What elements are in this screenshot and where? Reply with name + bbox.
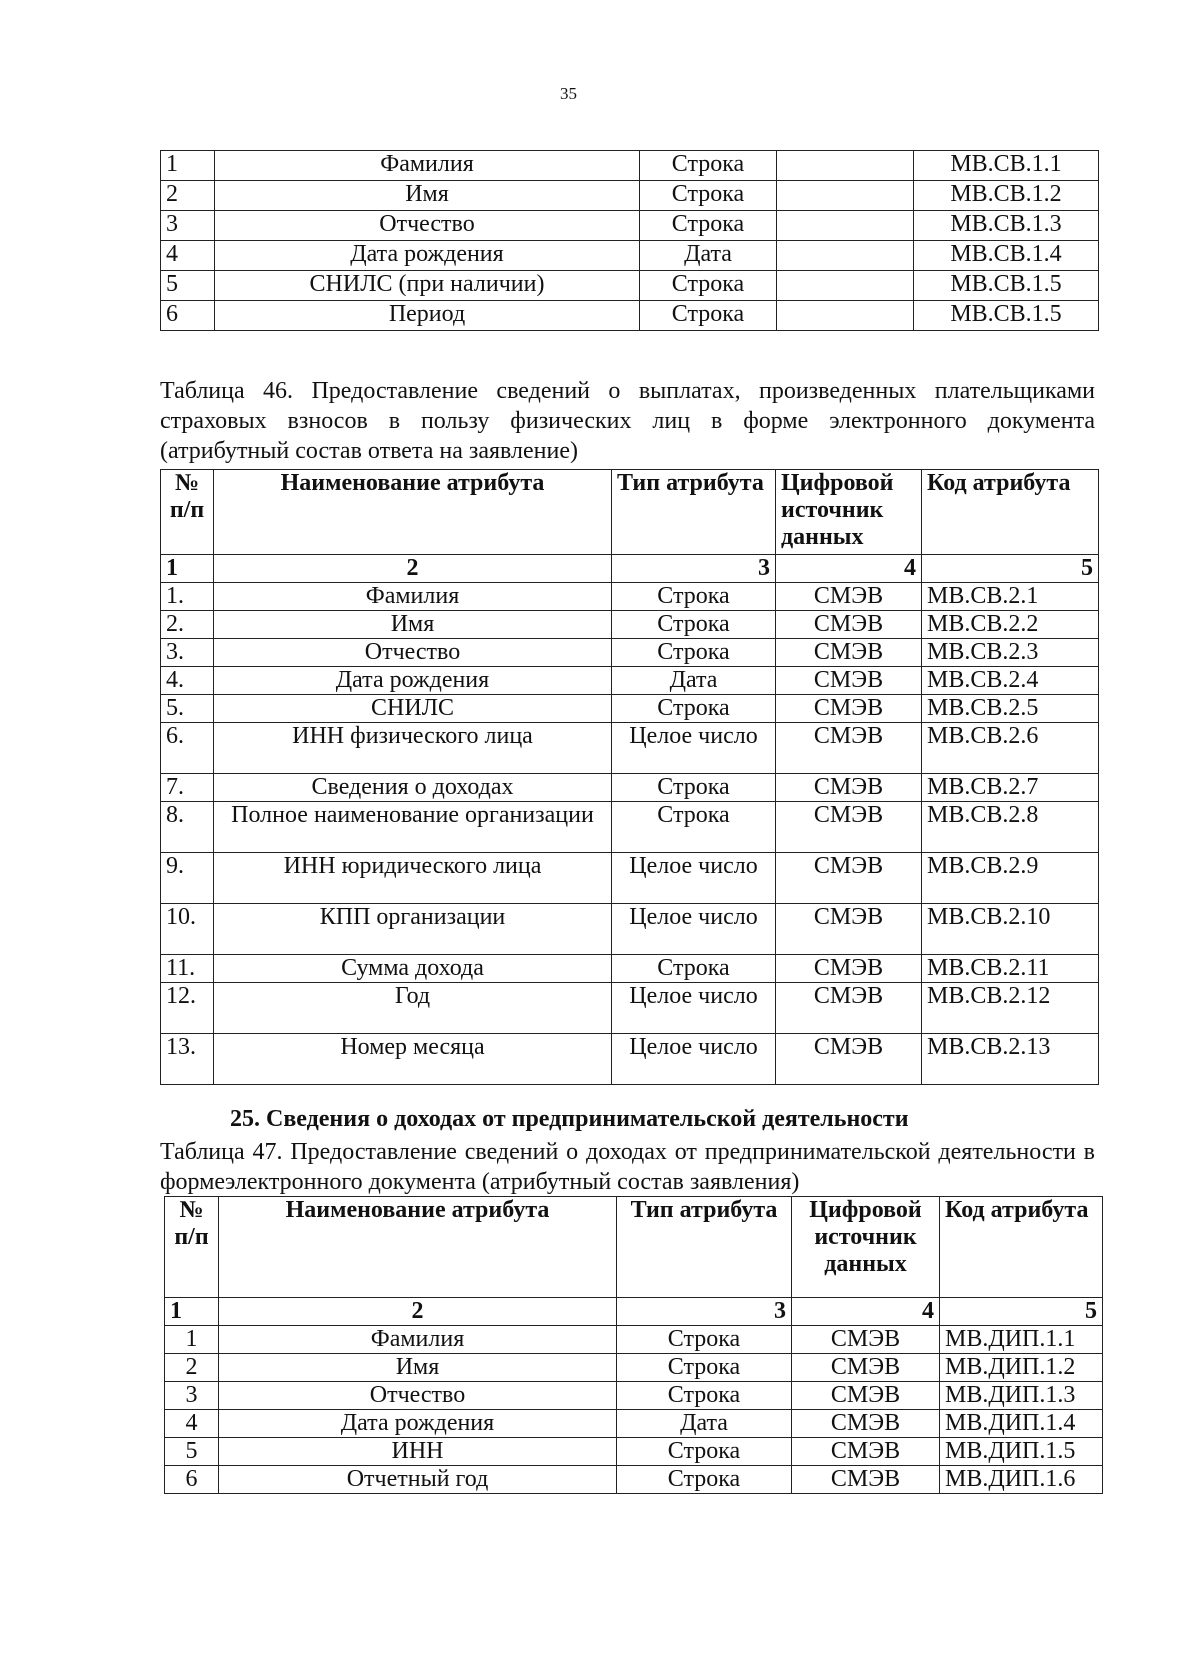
cell-code: МВ.СВ.2.7 <box>922 774 1099 802</box>
cell-n: 1. <box>161 583 214 611</box>
table-47-header-row <box>165 1197 1103 1298</box>
header-cell: Тип атрибута <box>612 470 776 555</box>
cell-name: ИНН юридического лица <box>214 853 612 904</box>
cell-n: 4 <box>161 241 215 271</box>
cell-code: МВ.СВ.2.12 <box>922 983 1099 1034</box>
cell-code: МВ.СВ.2.1 <box>922 583 1099 611</box>
cell-code: МВ.СВ.2.13 <box>922 1034 1099 1085</box>
cell-code: МВ.ДИП.1.3 <box>940 1382 1103 1410</box>
cell-name: Период <box>215 301 640 331</box>
column-number: 3 <box>617 1298 792 1326</box>
cell-name: СНИЛС (при наличии) <box>215 271 640 301</box>
column-number: 4 <box>776 555 922 583</box>
header-cell: Цифровой источник данных <box>792 1197 940 1298</box>
cell-n: 9. <box>161 853 214 904</box>
column-number: 1 <box>161 555 214 583</box>
cell-name: Номер месяца <box>214 1034 612 1085</box>
cell-source: СМЭВ <box>776 853 922 904</box>
table-row <box>161 639 1099 667</box>
cell-code: МВ.СВ.2.10 <box>922 904 1099 955</box>
cell-type: Строка <box>617 1382 792 1410</box>
cell-name: Отчество <box>214 639 612 667</box>
table-row <box>161 583 1099 611</box>
cell-source: СМЭВ <box>776 583 922 611</box>
cell-source: СМЭВ <box>776 1034 922 1085</box>
table-row <box>161 181 1099 211</box>
cell-source: СМЭВ <box>792 1410 940 1438</box>
continuation-table <box>160 150 1099 331</box>
table-row <box>165 1326 1103 1354</box>
cell-source <box>777 211 914 241</box>
cell-type: Строка <box>617 1438 792 1466</box>
header-cell: № п/п <box>161 470 214 555</box>
cell-n: 5 <box>165 1438 219 1466</box>
cell-code: МВ.ДИП.1.4 <box>940 1410 1103 1438</box>
cell-code: МВ.СВ.2.4 <box>922 667 1099 695</box>
cell-code: МВ.СВ.1.3 <box>914 211 1099 241</box>
table-46-column-numbers <box>161 555 1099 583</box>
cell-code: МВ.СВ.2.11 <box>922 955 1099 983</box>
cell-type: Строка <box>612 583 776 611</box>
cell-type: Строка <box>640 301 777 331</box>
cell-n: 2. <box>161 611 214 639</box>
cell-source: СМЭВ <box>776 611 922 639</box>
cell-code: МВ.СВ.1.4 <box>914 241 1099 271</box>
cell-type: Строка <box>617 1354 792 1382</box>
table-row <box>161 955 1099 983</box>
cell-n: 6 <box>165 1466 219 1494</box>
cell-source: СМЭВ <box>776 639 922 667</box>
cell-type: Целое число <box>612 723 776 774</box>
cell-name: Полное наименование организации <box>214 802 612 853</box>
cell-name: ИНН <box>219 1438 617 1466</box>
table-row <box>161 723 1099 774</box>
table-row <box>161 301 1099 331</box>
cell-n: 1 <box>161 151 215 181</box>
cell-n: 12. <box>161 983 214 1034</box>
cell-code: МВ.ДИП.1.1 <box>940 1326 1103 1354</box>
cell-code: МВ.СВ.1.5 <box>914 301 1099 331</box>
cell-n: 3 <box>161 211 215 241</box>
cell-name: Фамилия <box>214 583 612 611</box>
cell-n: 3. <box>161 639 214 667</box>
cell-n: 6 <box>161 301 215 331</box>
cell-type: Строка <box>612 695 776 723</box>
table-47-caption: Таблица 47. Предоставление сведений о доходах от предпринимательской деятельности в формеэлектронного документа (атрибутный состав заявления) <box>160 1139 1095 1195</box>
cell-type: Строка <box>640 151 777 181</box>
cell-name: Имя <box>214 611 612 639</box>
table-46 <box>160 469 1099 1085</box>
cell-name: Отчество <box>219 1382 617 1410</box>
cell-name: КПП организации <box>214 904 612 955</box>
table-row <box>165 1438 1103 1466</box>
cell-type: Строка <box>612 611 776 639</box>
column-number: 4 <box>792 1298 940 1326</box>
page-number: 35 <box>560 84 577 103</box>
cell-type: Строка <box>612 639 776 667</box>
column-number: 3 <box>612 555 776 583</box>
cell-name: Дата рождения <box>215 241 640 271</box>
cell-source: СМЭВ <box>776 667 922 695</box>
table-row <box>161 853 1099 904</box>
header-cell: Код атрибута <box>922 470 1099 555</box>
cell-source <box>777 151 914 181</box>
table-row <box>165 1410 1103 1438</box>
cell-n: 3 <box>165 1382 219 1410</box>
cell-source: СМЭВ <box>792 1354 940 1382</box>
cell-code: МВ.СВ.2.8 <box>922 802 1099 853</box>
cell-source: СМЭВ <box>776 774 922 802</box>
table-row <box>161 774 1099 802</box>
cell-source: СМЭВ <box>776 802 922 853</box>
table-row <box>161 695 1099 723</box>
cell-name: ИНН физического лица <box>214 723 612 774</box>
cell-n: 4. <box>161 667 214 695</box>
cell-type: Дата <box>640 241 777 271</box>
header-cell: Код атрибута <box>940 1197 1103 1298</box>
cell-name: Дата рождения <box>219 1410 617 1438</box>
cell-source: СМЭВ <box>776 723 922 774</box>
cell-type: Целое число <box>612 853 776 904</box>
cell-source <box>777 301 914 331</box>
header-cell: Цифровой источник данных <box>776 470 922 555</box>
cell-source: СМЭВ <box>776 955 922 983</box>
cell-code: МВ.СВ.2.9 <box>922 853 1099 904</box>
table-row <box>161 802 1099 853</box>
cell-code: МВ.СВ.2.3 <box>922 639 1099 667</box>
cell-source: СМЭВ <box>776 983 922 1034</box>
table-row <box>165 1354 1103 1382</box>
cell-name: Сведения о доходах <box>214 774 612 802</box>
cell-type: Строка <box>640 211 777 241</box>
cell-n: 7. <box>161 774 214 802</box>
cell-type: Строка <box>612 774 776 802</box>
table-row <box>161 1034 1099 1085</box>
cell-code: МВ.СВ.1.2 <box>914 181 1099 211</box>
header-cell: Наименование атрибута <box>219 1197 617 1298</box>
cell-n: 5. <box>161 695 214 723</box>
cell-source <box>777 181 914 211</box>
cell-name: СНИЛС <box>214 695 612 723</box>
cell-type: Строка <box>640 181 777 211</box>
table-46-caption: Таблица 46. Предоставление сведений о выплатах, произведенных плательщиками страховых взносов в пользу физических лиц в форме электронного документа (атрибутный состав ответа на заявление) <box>160 378 1095 464</box>
header-cell: Тип атрибута <box>617 1197 792 1298</box>
cell-code: МВ.СВ.2.5 <box>922 695 1099 723</box>
table-row <box>161 611 1099 639</box>
cell-n: 2 <box>165 1354 219 1382</box>
cell-type: Строка <box>617 1326 792 1354</box>
cell-name: Год <box>214 983 612 1034</box>
cell-n: 2 <box>161 181 215 211</box>
cell-type: Целое число <box>612 983 776 1034</box>
column-number: 5 <box>940 1298 1103 1326</box>
cell-name: Отчетный год <box>219 1466 617 1494</box>
table-row <box>161 667 1099 695</box>
cell-code: МВ.ДИП.1.5 <box>940 1438 1103 1466</box>
table-46-header-row <box>161 470 1099 555</box>
table-row <box>165 1382 1103 1410</box>
cell-n: 8. <box>161 802 214 853</box>
cell-type: Строка <box>617 1466 792 1494</box>
table-47 <box>164 1196 1103 1494</box>
cell-code: МВ.ДИП.1.6 <box>940 1466 1103 1494</box>
cell-code: МВ.СВ.2.6 <box>922 723 1099 774</box>
cell-n: 11. <box>161 955 214 983</box>
table-row <box>161 211 1099 241</box>
cell-name: Отчество <box>215 211 640 241</box>
cell-type: Строка <box>640 271 777 301</box>
cell-n: 4 <box>165 1410 219 1438</box>
header-cell: Наименование атрибута <box>214 470 612 555</box>
cell-code: МВ.ДИП.1.2 <box>940 1354 1103 1382</box>
cell-type: Дата <box>617 1410 792 1438</box>
section-25-heading: 25. Сведения о доходах от предпринимательской деятельности <box>230 1106 909 1132</box>
column-number: 5 <box>922 555 1099 583</box>
column-number: 2 <box>219 1298 617 1326</box>
cell-source: СМЭВ <box>792 1438 940 1466</box>
cell-n: 10. <box>161 904 214 955</box>
cell-source: СМЭВ <box>792 1382 940 1410</box>
table-row <box>165 1466 1103 1494</box>
cell-name: Дата рождения <box>214 667 612 695</box>
table-row <box>161 983 1099 1034</box>
cell-code: МВ.СВ.1.1 <box>914 151 1099 181</box>
cell-code: МВ.СВ.1.5 <box>914 271 1099 301</box>
table-row <box>161 151 1099 181</box>
cell-n: 6. <box>161 723 214 774</box>
cell-n: 5 <box>161 271 215 301</box>
cell-name: Сумма дохода <box>214 955 612 983</box>
cell-source: СМЭВ <box>792 1466 940 1494</box>
cell-source <box>777 241 914 271</box>
column-number: 2 <box>214 555 612 583</box>
cell-source: СМЭВ <box>792 1326 940 1354</box>
table-row <box>161 904 1099 955</box>
table-47-column-numbers <box>165 1298 1103 1326</box>
cell-name: Имя <box>215 181 640 211</box>
cell-source: СМЭВ <box>776 904 922 955</box>
cell-name: Фамилия <box>215 151 640 181</box>
column-number: 1 <box>165 1298 219 1326</box>
header-cell: № п/п <box>165 1197 219 1298</box>
cell-name: Имя <box>219 1354 617 1382</box>
cell-type: Строка <box>612 802 776 853</box>
table-row <box>161 271 1099 301</box>
cell-type: Целое число <box>612 1034 776 1085</box>
cell-n: 13. <box>161 1034 214 1085</box>
cell-n: 1 <box>165 1326 219 1354</box>
cell-source: СМЭВ <box>776 695 922 723</box>
cell-type: Строка <box>612 955 776 983</box>
cell-code: МВ.СВ.2.2 <box>922 611 1099 639</box>
cell-type: Дата <box>612 667 776 695</box>
cell-source <box>777 271 914 301</box>
cell-name: Фамилия <box>219 1326 617 1354</box>
cell-type: Целое число <box>612 904 776 955</box>
table-row <box>161 241 1099 271</box>
